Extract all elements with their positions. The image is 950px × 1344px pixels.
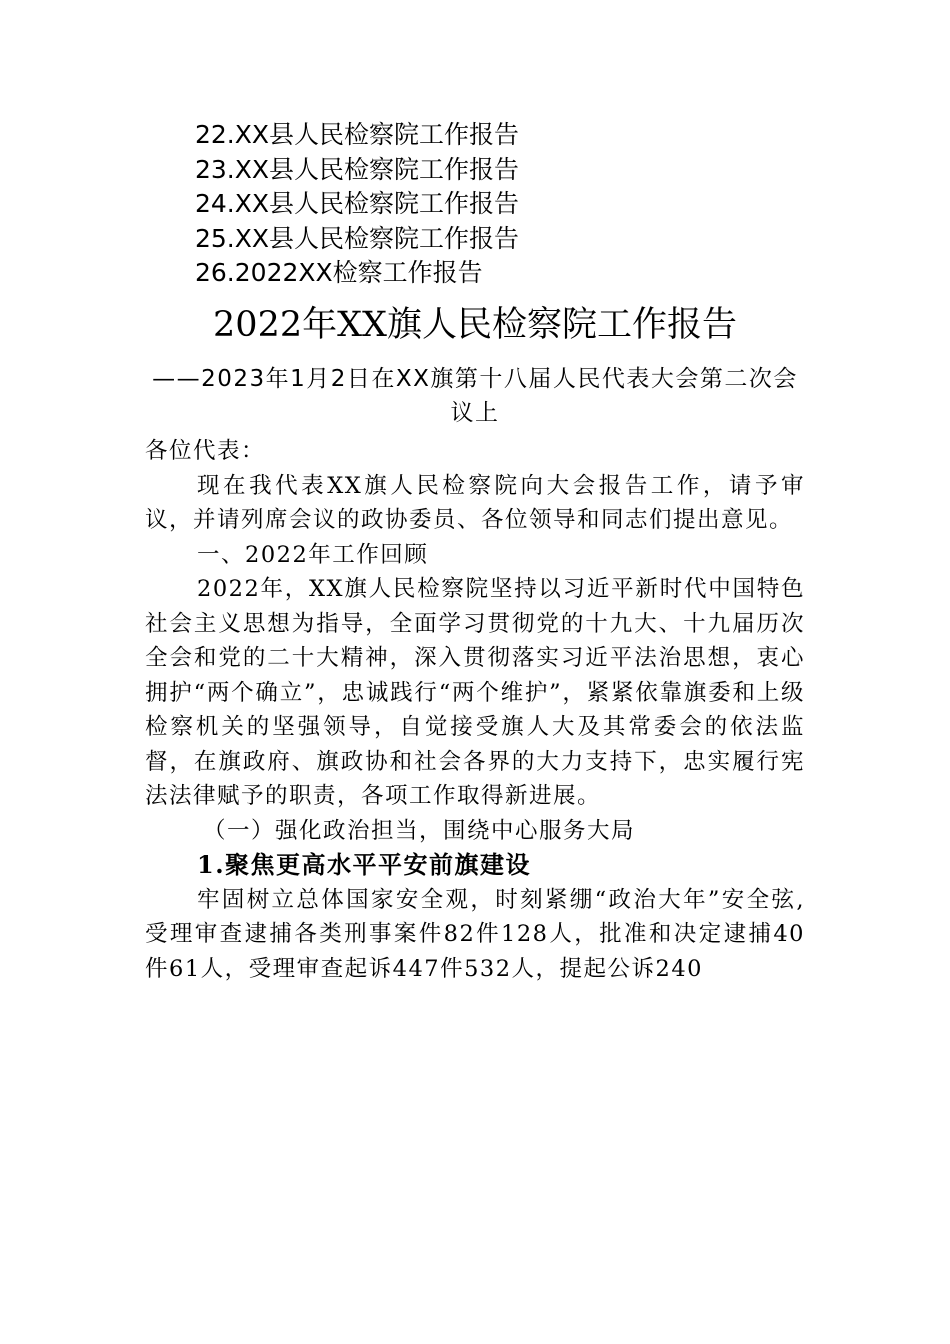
body-paragraph: 牢固树立总体国家安全观，时刻紧绷“政治大年”安全弦,受理审查逮捕各类刑事案件82件128人，批准和决定逮捕40件61人，受理审查起诉447件532人，提起公诉240 — [145, 886, 805, 982]
salutation: 各位代表： — [145, 438, 266, 464]
intro-paragraph: 现在我代表XX旗人民检察院向大会报告工作，请予审议，并请列席会议的政协委员、各位领导和同志们提出意见。 — [145, 472, 805, 533]
subsection-heading: （一）强化政治担当，围绕中心服务大局 — [203, 817, 636, 844]
table-of-contents — [195, 118, 519, 291]
body-paragraph: 2022年，XX旗人民检察院坚持以习近平新时代中国特色社会主义思想为指导，全面学习贯彻党的十九大、十九届历次全会和党的二十大精神，深入贯彻落实习近平法治思想，衷心拥护“两个确立”，忠诚践行“两个维护”，紧紧依靠旗委和上级检察机关的坚强领导，自觉接受旗人大及其常委会的依法监督，在旗政府、旗政协和社会各界的大力支持下，忠实履行宪法法律赋予的职责，各项工作取得新进展。 — [145, 576, 805, 809]
toc-item: 24.XX县人民检察院工作报告 — [195, 189, 520, 218]
toc-item: 25.XX县人民检察院工作报告 — [195, 223, 520, 253]
report-title: 2022年XX旗人民检察院工作报告 — [213, 305, 737, 345]
toc-item: 26.2022XX检察工作报告 — [195, 258, 483, 287]
report-subtitle: ——2023年1月2日在XX旗第十八届人民代表大会第二次会议上 — [152, 366, 798, 426]
section-heading: 一、2022年工作回顾 — [197, 541, 429, 568]
toc-item: 23.XX县人民检察院工作报告 — [195, 154, 520, 184]
report-body — [145, 434, 805, 986]
point-heading: 1.聚焦更高水平平安前旗建设 — [197, 850, 532, 879]
toc-item: 22.XX县人民检察院工作报告 — [195, 120, 520, 149]
